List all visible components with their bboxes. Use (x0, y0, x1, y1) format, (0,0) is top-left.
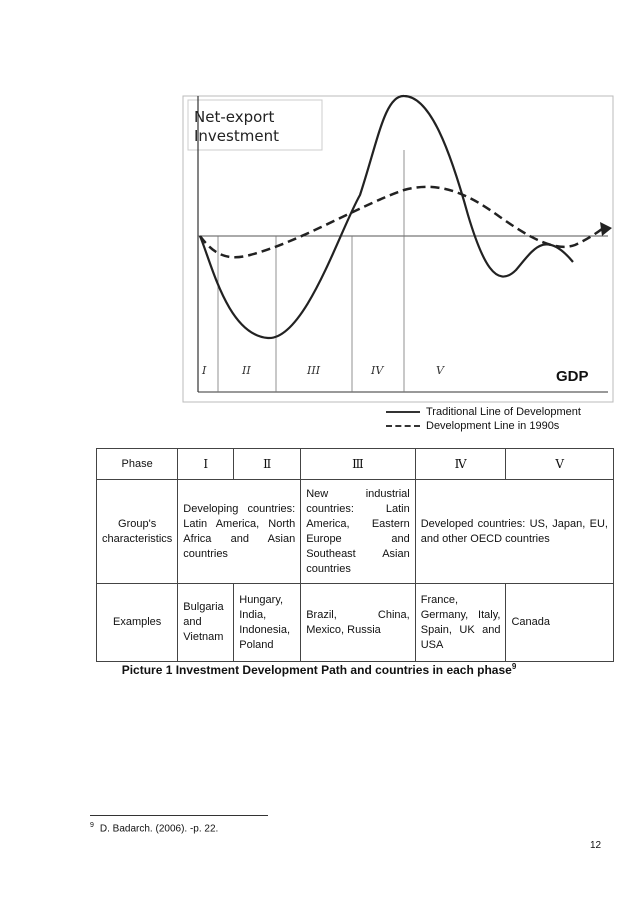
phase-label-5: V (436, 364, 444, 377)
examples-phase-2: Hungary, India, Indonesia, Poland (234, 584, 301, 662)
legend-item-traditional (386, 405, 581, 419)
legend-dashed-swatch (386, 425, 420, 427)
table-header-row (97, 449, 614, 480)
characteristics-label (97, 480, 178, 584)
characteristics-label-line-1: Group's (118, 517, 157, 530)
phase-label-2: II (242, 364, 251, 377)
examples-label: Examples (97, 584, 178, 662)
nineties-line (200, 187, 606, 257)
y-axis-label-line-1: Net-export (194, 108, 275, 126)
examples-phase-4: France, Germany, Italy, Spain, UK and USA (415, 584, 506, 662)
header-phase-2: Ⅱ (234, 449, 301, 480)
header-phase-1: Ⅰ (178, 449, 234, 480)
y-axis-label-line-2: Investment (194, 127, 279, 145)
examples-phase-5: Canada (506, 584, 614, 662)
legend-solid-swatch (386, 411, 420, 413)
figure-caption (0, 662, 638, 677)
header-phase-4: Ⅳ (415, 449, 506, 480)
legend-item-nineties (386, 419, 581, 433)
x-axis-label: GDP (556, 368, 589, 385)
phase-label-4: IV (371, 364, 384, 377)
examples-phase-3: Brazil, China, Mexico, Russia (301, 584, 416, 662)
phase-label-3: III (307, 364, 321, 377)
examples-phase-1: Bulgaria and Vietnam (178, 584, 234, 662)
investment-development-figure (0, 0, 638, 440)
footnote (90, 822, 218, 834)
footnote-text: D. Badarch. (2006). -p. 22. (99, 823, 219, 835)
caption-text: Picture 1 Investment Development Path and countries in each phase (121, 663, 512, 677)
header-phase-3: Ⅲ (301, 449, 416, 480)
characteristics-phase-3: New industrial countries: Latin America, Eastern Europe and Southeast Asian countries (301, 480, 416, 584)
header-phase-5: Ⅴ (506, 449, 614, 480)
footnote-separator (90, 815, 268, 816)
legend-traditional-label: Traditional Line of Development (426, 406, 581, 418)
characteristics-phase-4-5: Developed countries: US, Japan, EU, and other OECD countries (415, 480, 613, 584)
y-axis-label (194, 108, 279, 146)
characteristics-label-line-2: characteristics (102, 532, 173, 545)
page-number: 12 (590, 840, 602, 851)
phase-label-1: I (202, 364, 207, 377)
footnote-number: 9 (90, 822, 94, 829)
characteristics-phase-1-2: Developing countries: Latin America, North Africa and Asian countries (178, 480, 301, 584)
phase-table (96, 448, 614, 662)
chart-legend (386, 405, 581, 433)
header-phase: Phase (97, 449, 178, 480)
characteristics-row (97, 480, 614, 584)
examples-row (97, 584, 614, 662)
nineties-arrowhead (600, 222, 612, 236)
caption-footnote-ref: 9 (511, 662, 517, 671)
legend-nineties-label: Development Line in 1990s (426, 420, 560, 432)
